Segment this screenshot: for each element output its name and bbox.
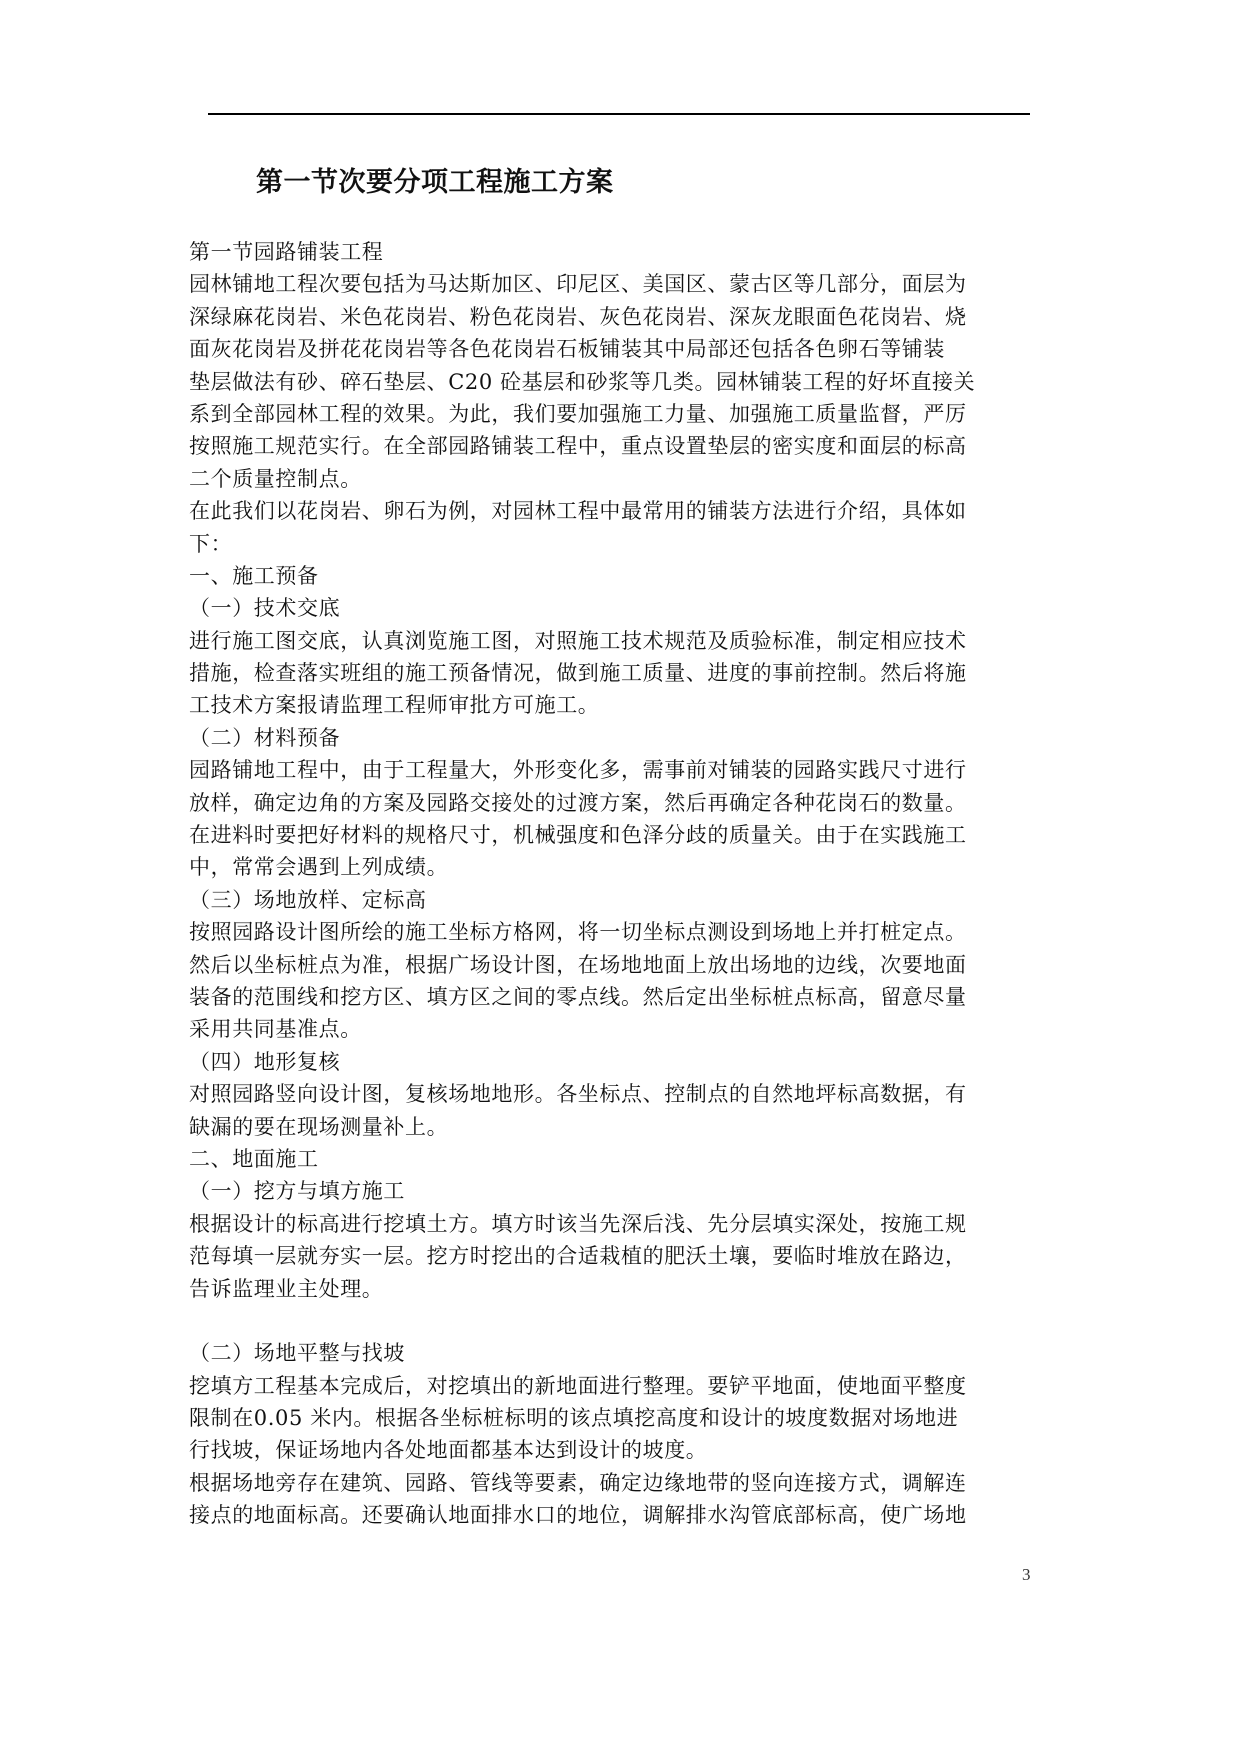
text-line: 根据设计的标高进行挖填土方。填方时该当先深后浅、先分层填实深处，按施工规: [189, 1211, 967, 1236]
text-line: （三）场地放样、定标高: [189, 887, 427, 912]
text-line: 措施，检查落实班组的施工预备情况，做到施工质量、进度的事前控制。然后将施: [189, 661, 967, 686]
text-line: （二）场地平整与找坡: [189, 1341, 405, 1366]
text-line: 范每填一层就夯实一层。挖方时挖出的合适栽植的肥沃土壤，要临时堆放在路边，: [189, 1244, 967, 1269]
text-line: 进行施工图交底，认真浏览施工图，对照施工技术规范及质验标准，制定相应技术: [189, 628, 967, 653]
text-line: 第一节园路铺装工程: [189, 240, 384, 264]
text-line: 深绿麻花岗岩、米色花岗岩、粉色花岗岩、灰色花岗岩、深灰龙眼面色花岗岩、烧: [189, 304, 967, 329]
section-title: 第一节次要分项工程施工方案: [256, 167, 614, 198]
text-line: 行找坡，保证场地内各处地面都基本达到设计的坡度。: [189, 1438, 708, 1463]
text-line: 在此我们以花岗岩、卵石为例，对园林工程中最常用的铺装方法进行介绍，具体如: [189, 499, 967, 524]
text-line: 接点的地面标高。还要确认地面排水口的地位，调解排水沟管底部标高，使广场地: [189, 1503, 967, 1528]
text-line: 缺漏的要在现场测量补上。: [189, 1114, 449, 1139]
page-number: 3: [1022, 1565, 1031, 1584]
text-line: （一）技术交底: [189, 596, 341, 621]
text-line: 按照园路设计图所绘的施工坐标方格网，将一切坐标点测设到场地上并打桩定点。: [189, 920, 967, 945]
text-line: 下：: [189, 531, 233, 556]
text-line: （二）材料预备: [189, 725, 341, 750]
text-line: 装备的范围线和挖方区、填方区之间的零点线。然后定出坐标桩点标高，留意尽量: [189, 984, 967, 1009]
text-line: 垫层做法有砂、碎石垫层、C20 砼基层和砂浆等几类。园林铺装工程的好坏直接关: [189, 369, 976, 394]
blank-line: [189, 1305, 1089, 1337]
text-line: 二个质量控制点。: [189, 466, 362, 491]
text-line: 二、地面施工: [189, 1146, 319, 1171]
text-line: 系到全部园林工程的效果。为此，我们要加强施工力量、加强施工质量监督，严厉: [189, 401, 967, 426]
text-line: 限制在0.05 米内。根据各坐标桩标明的该点填挖高度和设计的坡度数据对场地进: [189, 1406, 959, 1431]
text-line: （一）挖方与填方施工: [189, 1179, 405, 1204]
text-line: 告诉监理业主处理。: [189, 1276, 384, 1301]
text-line: 放样，确定边角的方案及园路交接处的过渡方案，然后再确定各种花岗石的数量。: [189, 790, 967, 815]
text-line: 工技术方案报请监理工程师审批方可施工。: [189, 693, 600, 718]
text-line: 面灰花岗岩及拼花花岗岩等各色花岗岩石板铺装其中局部还包括各色卵石等铺装: [189, 337, 945, 362]
text-line: 对照园路竖向设计图，复核场地地形。各坐标点、控制点的自然地坪标高数据，有: [189, 1082, 967, 1107]
text-line: 采用共同基准点。: [189, 1017, 362, 1042]
text-line: 园路铺地工程中，由于工程量大，外形变化多，需事前对铺装的园路实践尺寸进行: [189, 758, 967, 783]
text-line: 挖填方工程基本完成后，对挖填出的新地面进行整理。要铲平地面，使地面平整度: [189, 1373, 967, 1398]
text-line: 中，常常会遇到上列成绩。: [189, 855, 449, 880]
text-line: 在进料时要把好材料的规格尺寸，机械强度和色泽分歧的质量关。由于在实践施工: [189, 823, 967, 848]
text-line: 按照施工规范实行。在全部园路铺装工程中，重点设置垫层的密实度和面层的标高: [189, 434, 967, 459]
text-line: 根据场地旁存在建筑、园路、管线等要素，确定边缘地带的竖向连接方式，调解连: [189, 1470, 967, 1495]
text-line: 一、施工预备: [189, 563, 319, 588]
text-line: 然后以坐标桩点为准，根据广场设计图，在场地地面上放出场地的边线，次要地面: [189, 952, 967, 977]
header-rule: [208, 113, 1030, 115]
text-line: 园林铺地工程次要包括为马达斯加区、印尼区、美国区、蒙古区等几部分，面层为: [189, 272, 967, 297]
text-line: （四）地形复核: [189, 1049, 341, 1074]
body-text: [189, 236, 1089, 1532]
